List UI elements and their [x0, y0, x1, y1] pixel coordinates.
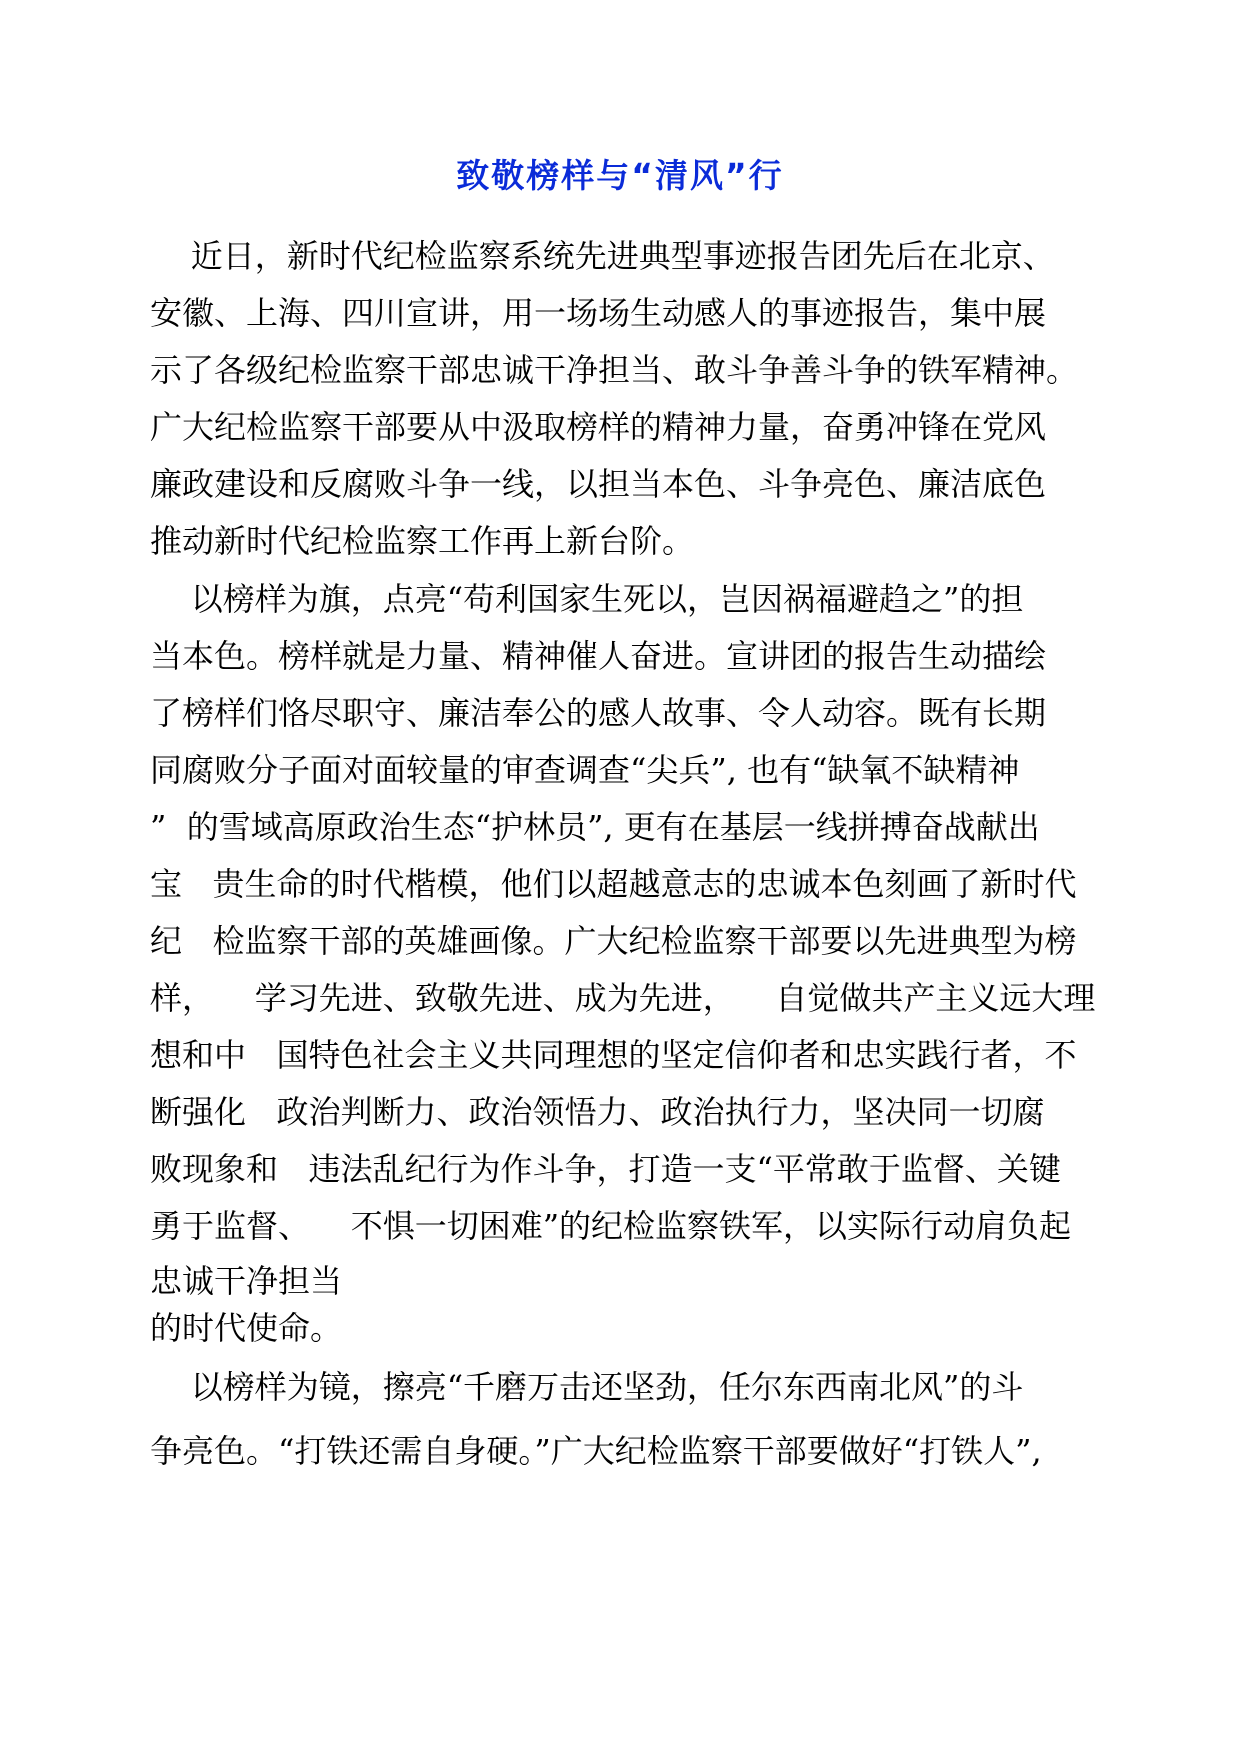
body-line: 以榜样为镜，擦亮“千磨万击还坚劲，任尔东西南北风”的斗: [150, 1368, 1024, 1406]
body-line: 败现象和 违法乱纪行为作斗争，打造一支“平常敢于监督、关键: [150, 1150, 1061, 1188]
body-line: 了榜样们恪尽职守、廉洁奉公的感人故事、令人动容。既有长期: [150, 694, 1047, 732]
body-line: 的时代使命。: [150, 1309, 343, 1347]
body-line: 当本色。榜样就是力量、精神催人奋进。宣讲团的报告生动描绘: [150, 637, 1047, 675]
body-line: 争亮色。“打铁还需自身硬。”广大纪检监察干部要做好“打铁人”,: [150, 1432, 1042, 1470]
body-line: 同腐败分子面对面较量的审查调查“尖兵”, 也有“缺氧不缺精神: [150, 751, 1020, 789]
body-line: ” 的雪域高原政治生态“护林员”, 更有在基层一线拼搏奋战献出: [150, 808, 1040, 846]
body-line: 断强化 政治判断力、政治领悟力、政治执行力，坚决同一切腐: [150, 1093, 1045, 1131]
body-line: 勇于监督、 不惧一切困难”的纪检监察铁军，以实际行动肩负起: [150, 1207, 1072, 1245]
body-line: 以榜样为旗，点亮“苟利国家生死以，岂因祸福避趋之”的担: [150, 580, 1024, 618]
body-line: 忠诚干净担当: [150, 1262, 343, 1300]
body-line: 近日，新时代纪检监察系统先进典型事迹报告团先后在北京、: [150, 237, 1055, 275]
body-line: 推动新时代纪检监察工作再上新台阶。: [150, 522, 695, 560]
body-line: 示了各级纪检监察干部忠诚干净担当、敢斗争善斗争的铁军精神。: [150, 351, 1079, 389]
body-line: 宝 贵生命的时代楷模，他们以超越意志的忠诚本色刻画了新时代: [150, 865, 1077, 903]
body-line: 安徽、上海、四川宣讲，用一场场生动感人的事迹报告，集中展: [150, 294, 1047, 332]
body-line: 样， 学习先进、致敬先进、成为先进， 自觉做共产主义远大理: [150, 979, 1096, 1017]
body-line: 广大纪检监察干部要从中汲取榜样的精神力量，奋勇冲锋在党风: [150, 408, 1047, 446]
body-line: 纪 检监察干部的英雄画像。广大纪检监察干部要以先进典型为榜: [150, 922, 1077, 960]
body-line: 想和中 国特色社会主义共同理想的坚定信仰者和忠实践行者，不: [150, 1036, 1077, 1074]
document-title: 致敬榜样与“清风”行: [456, 156, 784, 195]
body-line: 廉政建设和反腐败斗争一线，以担当本色、斗争亮色、廉洁底色: [150, 465, 1047, 503]
